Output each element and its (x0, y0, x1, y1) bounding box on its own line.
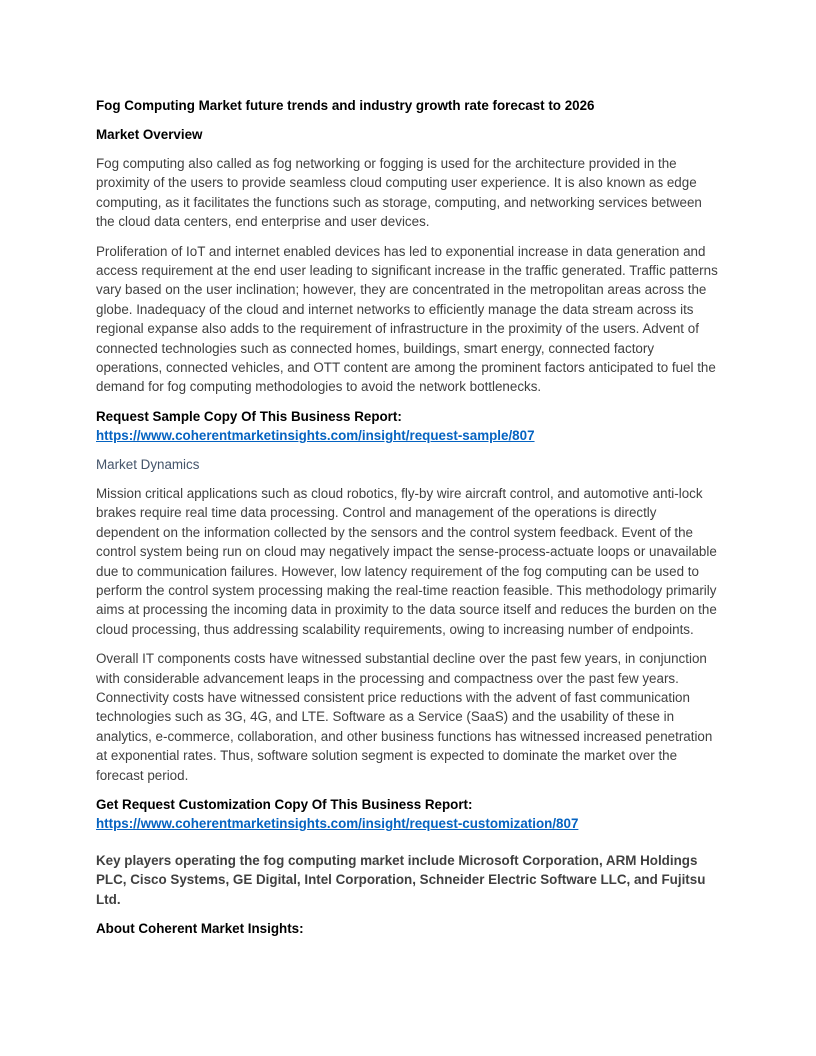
overview-paragraph-1: Fog computing also called as fog networking or fogging is used for the architecture provided in the proximity of the users to provide seamless cloud computing user experience. It is also known as edge computing, as it facilitates the functions such as storage, computing, and networking services between the cloud data centers, end enterprise and user devices. (96, 156, 702, 230)
sample-request-block (96, 407, 722, 445)
market-overview-heading: Market Overview (96, 127, 203, 142)
sample-request-label: Request Sample Copy Of This Business Report: (96, 408, 402, 424)
about-heading: About Coherent Market Insights: (96, 921, 304, 937)
customization-request-link[interactable]: https://www.coherentmarketinsights.com/insight/request-customization/807 (96, 815, 579, 831)
customization-request-label: Get Request Customization Copy Of This Business Report: (96, 796, 473, 812)
dynamics-paragraph-2: Overall IT components costs have witnessed substantial decline over the past few years, in conjunction with considerable advancement leaps in the processing and compactness over the past few years. Connectivity costs have witnessed consistent price reductions with the advent of fast communication technologies such as 3G, 4G, and LTE. Software as a Service (SaaS) and the usability of these in analytics, e-commerce, collaboration, and other business functions has witnessed increased penetration at exponential rates. Thus, software solution segment is expected to dominate the market over the forecast period. (96, 651, 713, 783)
market-dynamics-heading: Market Dynamics (96, 456, 200, 472)
sample-request-link[interactable]: https://www.coherentmarketinsights.com/insight/request-sample/807 (96, 427, 535, 443)
customization-request-block (96, 795, 722, 833)
document-title: Fog Computing Market future trends and industry growth rate forecast to 2026 (96, 98, 595, 113)
key-players-paragraph: Key players operating the fog computing market include Microsoft Corporation, ARM Holdings PLC, Cisco Systems, GE Digital, Intel Corporation, Schneider Electric Software LLC, and Fujitsu Ltd. (96, 852, 706, 907)
dynamics-paragraph-1: Mission critical applications such as cloud robotics, fly-by wire aircraft control, and automotive anti-lock brakes require real time data processing. Control and management of the operations is directly dependent on the information collected by the sensors and the control system feedback. Event of the control system being run on cloud may negatively impact the sense-process-actuate loops or unavailable due to communication failures. However, low latency requirement of the fog computing can be used to perform the control system processing making the real-time reaction feasible. This methodology primarily aims at processing the incoming data in proximity to the data source itself and reduces the burden on the cloud processing, thus addressing scalability requirements, owing to increasing number of endpoints. (96, 485, 717, 637)
overview-paragraph-2: Proliferation of IoT and internet enabled devices has led to exponential increase in data generation and access requirement at the end user leading to significant increase in the traffic generated. Traffic patterns vary based on the user inclination; however, they are concentrated in the metropolitan areas across the globe. Inadequacy of the cloud and internet networks to efficiently manage the data stream across its regional expanse also adds to the requirement of infrastructure in the proximity of the users. Advent of connected technologies such as connected homes, buildings, smart energy, connected factory operations, connected vehicles, and OTT content are among the prominent factors anticipated to fuel the demand for fog computing methodologies to avoid the network bottlenecks. (96, 243, 718, 395)
